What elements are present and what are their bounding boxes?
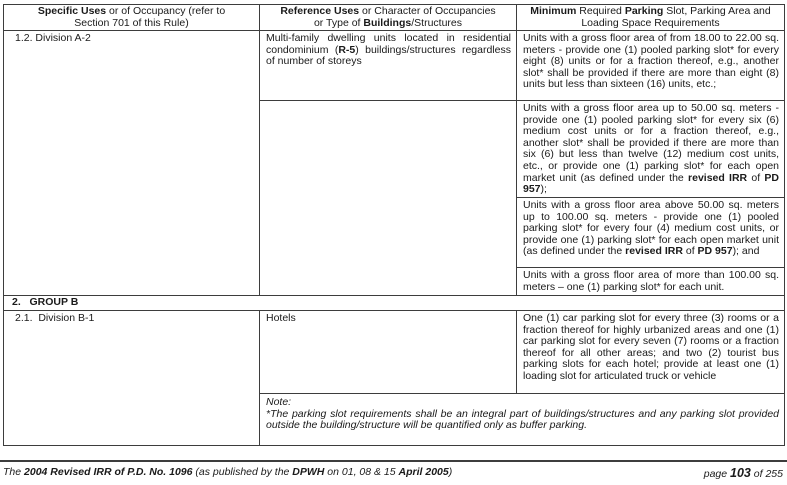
cell-group-b — [4, 296, 785, 311]
a2-requirement-18-22sqm-text: Units with a gross floor area of from 18.00 to 22.00 sq. meters - provide one (1) pooled parking slot* for every eight (8) units or for a fraction thereof, e.g., another slot* shall be provided if there are more than eight (8) units but less than sixteen (16) units, etc.; — [523, 32, 779, 91]
cell-division-a2-reference-empty — [260, 101, 517, 296]
cell-a2-requirement-over-100sqm — [517, 268, 785, 296]
cell-a2-requirement-18-22sqm — [517, 31, 785, 101]
header-specific-uses-line1: Specific Uses or of Occupancy (refer to — [37, 4, 226, 17]
b1-requirement-hotels-text: One (1) car parking slot for every three (3) rooms or a fraction thereof for highly urbanized areas and one (1) car parking slot for every seven (7) rooms or a fraction thereof for all other areas; and two (2) tourist bus parking slots for each hotel; provide at least one (1) loading slot for articulated truck or vehicle — [523, 312, 779, 382]
cell-b1-requirement-hotels — [517, 311, 785, 394]
division-a2-label: 1.2. Division A-2 — [15, 32, 91, 44]
header-specific-uses — [4, 5, 260, 31]
division-b1-label: 2.1. Division B-1 — [15, 312, 95, 324]
division-a2-reference-text: Multi-family dwelling units located in residential condominium (R-5) buildings/structures regardless of number of storeys — [266, 32, 511, 68]
parking-requirements-table-container — [3, 4, 785, 446]
cell-note — [260, 394, 785, 446]
cell-division-a2-reference — [260, 31, 517, 101]
header-reference-uses — [260, 5, 517, 31]
group-b-label: 2. GROUP B — [12, 296, 79, 308]
footer-divider — [0, 460, 787, 462]
note-title: Note: — [266, 396, 292, 408]
cell-a2-requirement-50-100sqm — [517, 198, 785, 268]
note-body: *The parking slot requirements shall be an integral part of buildings/structures and any parking slot provided outside the building/structure will be quantified only as buffer parking. — [266, 407, 779, 432]
header-minimum-parking — [517, 5, 785, 31]
cell-division-b1-reference — [260, 311, 517, 394]
division-b1-reference-text: Hotels — [266, 312, 296, 324]
row-division-a2-1 — [4, 31, 785, 101]
a2-requirement-upto-50sqm-text: Units with a gross floor area up to 50.00 sq. meters - provide one (1) pooled parking slot* for every six (6) medium cost units or for a fraction thereof, e.g., another slot* shall be provided if there are more than six (6) but less than twelve (12) medium cost units, etc., or provide one (1) parking slot* for each open market unit (as defined under the revised IRR of PD 957); — [523, 102, 780, 196]
header-specific-uses-line2: Section 701 of this Rule) — [74, 16, 189, 29]
footer-document-title: The 2004 Revised IRR of P.D. No. 1096 (as published by the DPWH on 01, 08 & 15 April 2005) — [3, 466, 453, 478]
header-reference-uses-line1: Reference Uses or Character of Occupancies — [280, 4, 496, 17]
parking-requirements-table — [3, 4, 785, 446]
cell-a2-requirement-upto-50sqm — [517, 101, 785, 198]
cell-division-a2-label — [4, 31, 260, 296]
row-division-b1 — [4, 311, 785, 394]
a2-requirement-50-100sqm-text: Units with a gross floor area above 50.00 sq. meters up to 100.00 sq. meters - provide one (1) pooled parking slot* for every four (4) medium cost units, or provide one (1) parking slot* for each open market unit (as defined under the revised IRR of PD 957); and — [523, 199, 779, 258]
header-reference-uses-line2: or Type of Buildings/Structures — [313, 16, 463, 29]
cell-division-b1-label — [4, 311, 260, 446]
row-group-b — [4, 296, 785, 311]
footer-page-number: page 103 of 255 — [703, 466, 783, 480]
header-minimum-parking-line2: Loading Space Requirements — [581, 16, 720, 29]
a2-requirement-over-100sqm-text: Units with a gross floor area of more than 100.00 sq. meters – one (1) parking slot* for each unit. — [523, 269, 779, 293]
header-row — [4, 5, 785, 31]
header-minimum-parking-line1: Minimum Required Parking Slot, Parking Area and — [530, 4, 771, 17]
